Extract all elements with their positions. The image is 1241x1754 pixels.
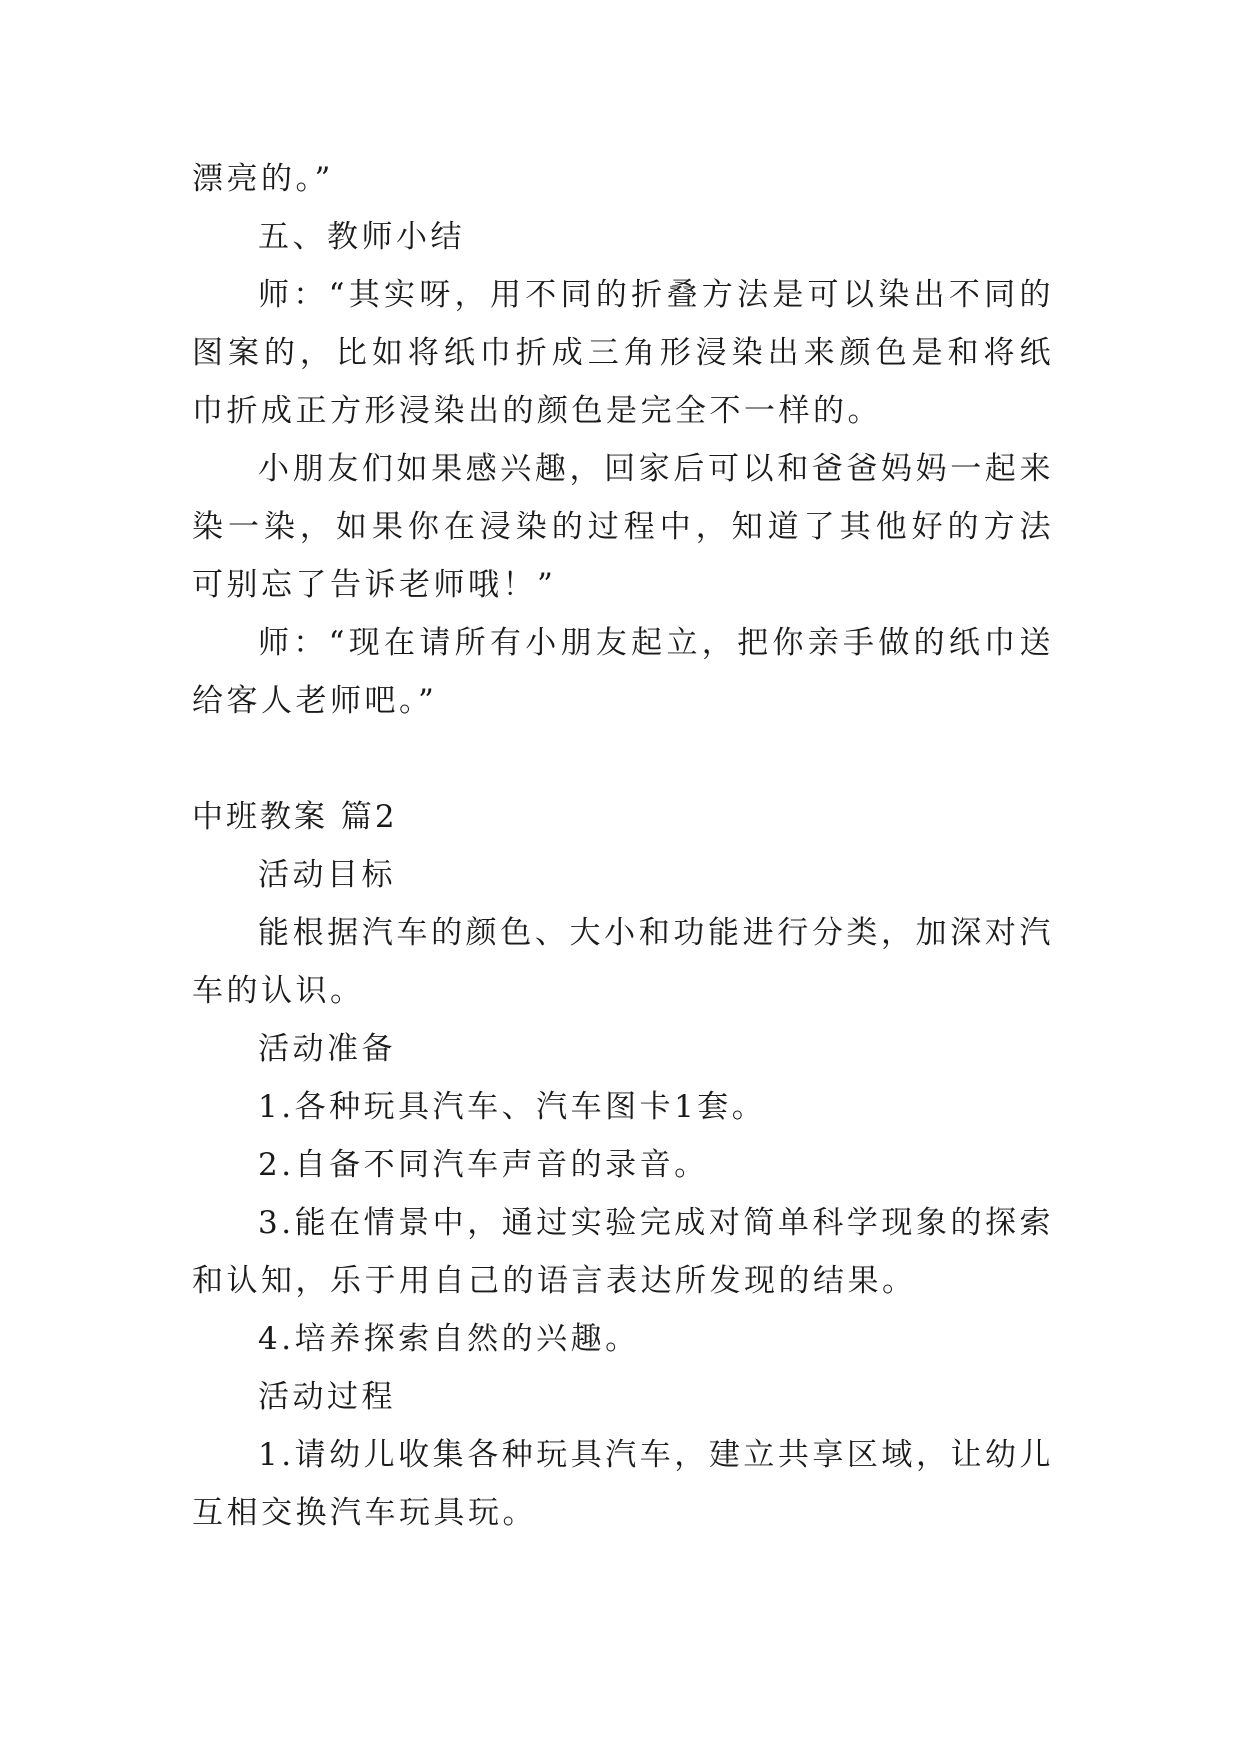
paragraph: 漂亮的。” (192, 161, 334, 197)
paragraph: 能根据汽车的颜色、大小和功能进行分类，加深对汽车的认识。 (192, 915, 1054, 1009)
paragraph: 师：“其实呀，用不同的折叠方法是可以染出不同的图案的，比如将纸巾折成三角形浸染出来颜色是和将纸巾折成正方形浸染出的颜色是完全不一样的。 (192, 277, 1054, 429)
paragraph: 小朋友们如果感兴趣，回家后可以和爸爸妈妈一起来染一染，如果你在浸染的过程中，知道了其他好的方法可别忘了告诉老师哦！” (192, 451, 1054, 603)
list-item: 1.各种玩具汽车、汽车图卡1套。 (258, 1089, 767, 1125)
list-item: 1.请幼儿收集各种玩具汽车，建立共享区域，让幼儿互相交换汽车玩具玩。 (192, 1437, 1054, 1531)
list-item: 4.培养探索自然的兴趣。 (258, 1321, 640, 1357)
section-heading-process: 活动过程 (258, 1379, 396, 1415)
document-page (192, 150, 1054, 1542)
section-spacer (192, 730, 1054, 788)
section-heading-preparation: 活动准备 (258, 1031, 396, 1067)
list-item: 3.能在情景中，通过实验完成对简单科学现象的探索和认知，乐于用自己的语言表达所发现的结果。 (192, 1205, 1054, 1299)
section-heading-goals: 活动目标 (258, 857, 396, 893)
lesson-title: 中班教案 篇2 (192, 799, 398, 835)
list-item: 2.自备不同汽车声音的录音。 (258, 1147, 709, 1183)
section-heading-teacher-summary: 五、教师小结 (258, 219, 465, 255)
paragraph: 师：“现在请所有小朋友起立，把你亲手做的纸巾送给客人老师吧。” (192, 625, 1054, 719)
